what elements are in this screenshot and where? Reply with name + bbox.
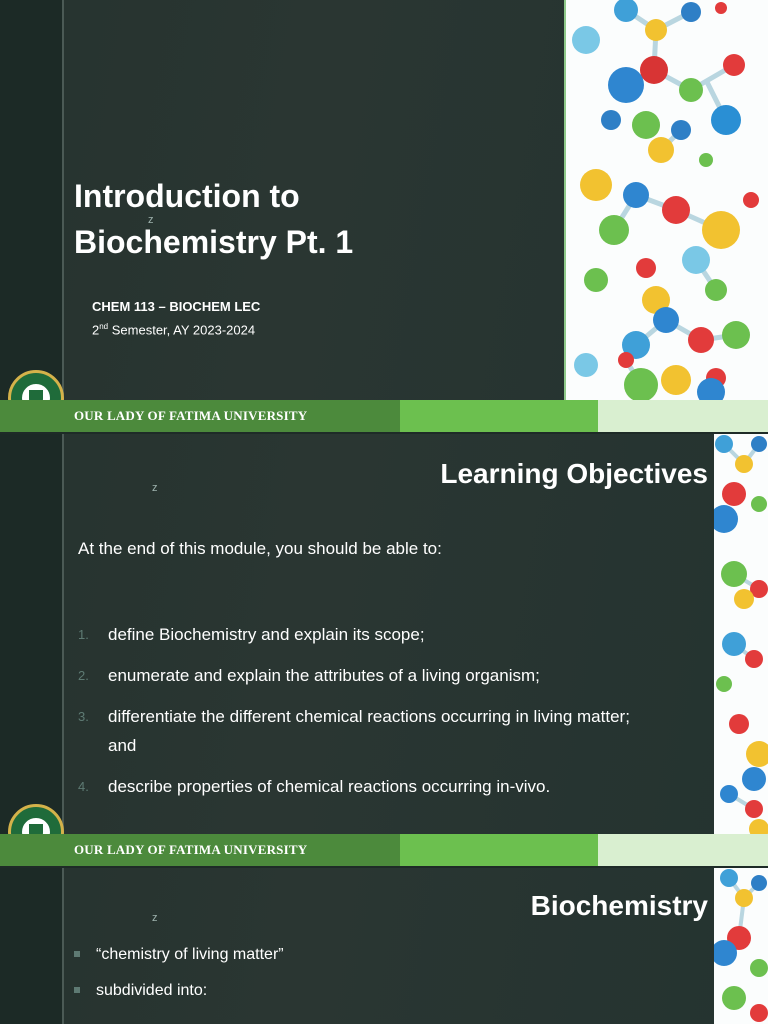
slide-biochemistry xyxy=(0,868,768,1024)
title-line-2: Biochemistry Pt. 1 xyxy=(74,224,354,260)
slide-heading: Biochemistry xyxy=(530,890,708,921)
molecule-art xyxy=(564,0,768,402)
list-text: define Biochemistry and explain its scope; xyxy=(108,625,425,644)
molecule-illustration xyxy=(566,0,768,402)
list-text: enumerate and explain the attributes of a living organism; xyxy=(108,666,540,685)
course-code: CHEM 113 – BIOCHEM LEC xyxy=(92,299,261,314)
list-text: describe properties of chemical reactions occurring in-vivo. xyxy=(108,777,551,796)
slide-left-strip xyxy=(0,868,62,1024)
slide-left-strip xyxy=(0,434,62,866)
molecule-art xyxy=(714,434,768,834)
slide-divider-line xyxy=(62,868,64,1024)
slide-heading: Learning Objectives xyxy=(440,458,708,489)
slide-divider-line xyxy=(62,0,64,432)
slide-learning-objectives xyxy=(0,434,768,866)
list-text: “chemistry of living matter” xyxy=(96,946,284,963)
bullet-icon xyxy=(74,951,80,957)
list-item xyxy=(74,946,284,964)
semester-line xyxy=(92,322,255,337)
molecule-illustration xyxy=(714,434,768,834)
list-item xyxy=(78,702,638,760)
footer-bar xyxy=(0,400,768,432)
semester-text: Semester, AY 2023-2024 xyxy=(108,322,256,338)
z-mark: z xyxy=(152,912,158,924)
z-mark: z xyxy=(148,214,154,226)
slide-left-strip xyxy=(0,0,62,432)
intro-text: At the end of this module, you should be able to: xyxy=(78,539,442,558)
list-item xyxy=(74,982,284,1000)
university-name: OUR LADY OF FATIMA UNIVERSITY xyxy=(74,842,308,857)
list-number: 4. xyxy=(78,779,89,794)
list-number: 1. xyxy=(78,627,89,642)
slide-title xyxy=(0,0,768,432)
list-item xyxy=(78,772,638,801)
molecule-art xyxy=(714,868,768,1024)
university-name: OUR LADY OF FATIMA UNIVERSITY xyxy=(74,408,308,423)
footer-bar xyxy=(0,834,768,866)
title-line-1: Introduction to xyxy=(74,178,300,214)
molecule-illustration xyxy=(714,868,768,1024)
list-item xyxy=(78,661,638,690)
semester-suffix: nd xyxy=(99,322,109,331)
slide-divider-line xyxy=(62,434,64,866)
bullet-list xyxy=(74,946,284,1018)
list-number: 3. xyxy=(78,709,89,724)
bullet-icon xyxy=(74,987,80,993)
slide-title-heading xyxy=(74,173,494,265)
list-item xyxy=(78,620,638,649)
list-text: differentiate the different chemical reactions occurring in living matter; and xyxy=(108,707,630,755)
z-mark: z xyxy=(152,482,158,494)
objectives-list xyxy=(78,620,638,813)
list-text: subdivided into: xyxy=(96,982,208,999)
list-number: 2. xyxy=(78,668,89,683)
semester-number: 2 xyxy=(92,322,100,338)
